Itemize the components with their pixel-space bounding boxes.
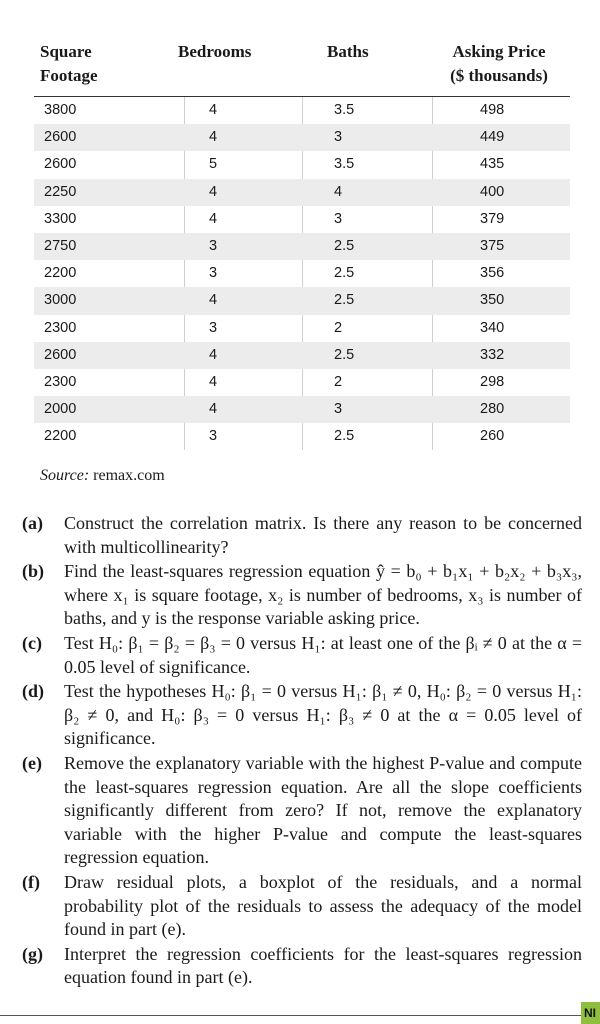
cell-bedrooms: 4 — [209, 102, 218, 118]
cell-square-footage: 2250 — [44, 183, 77, 200]
cell-square-footage: 2600 — [44, 346, 77, 363]
question-label: (a) — [22, 513, 43, 533]
cell-asking-price: 280 — [480, 401, 505, 418]
cell-baths: 3 — [334, 401, 343, 418]
cell-square-footage: 2200 — [44, 428, 77, 445]
cell-baths: 4 — [334, 183, 343, 200]
table-row — [34, 151, 570, 178]
table-row — [34, 97, 570, 124]
cell-baths: 3.5 — [334, 102, 355, 118]
cell-asking-price: 449 — [480, 129, 505, 146]
table-header — [34, 34, 570, 97]
cell-square-footage: 2200 — [44, 265, 77, 282]
table-row — [34, 369, 570, 396]
question-label: (e) — [22, 752, 42, 773]
table-source — [40, 466, 570, 486]
table-row — [34, 423, 570, 450]
cell-bedrooms: 3 — [209, 319, 218, 336]
question-label: (g) — [22, 943, 43, 964]
cell-asking-price: 340 — [480, 319, 505, 336]
table-row — [34, 233, 570, 260]
table-body — [34, 97, 570, 450]
table-row — [34, 179, 570, 206]
cell-square-footage: 3000 — [44, 292, 77, 309]
cell-asking-price: 350 — [480, 292, 505, 309]
cell-bedrooms: 4 — [209, 401, 218, 418]
cell-square-footage: 2600 — [44, 129, 77, 146]
question-label: (c) — [22, 632, 42, 653]
cell-square-footage: 2300 — [44, 319, 77, 336]
cell-square-footage: 3800 — [44, 102, 77, 118]
header-square-footage: Square Footage — [40, 42, 98, 85]
house-data-table — [34, 34, 570, 486]
table-row — [34, 124, 570, 151]
question-item — [22, 512, 582, 559]
cell-asking-price: 375 — [480, 237, 505, 254]
cell-square-footage: 2300 — [44, 373, 77, 390]
cell-bedrooms: 3 — [209, 237, 218, 254]
header-bedrooms: Bedrooms — [178, 42, 252, 61]
cell-baths: 2.5 — [334, 265, 355, 282]
cell-asking-price: 379 — [480, 210, 505, 227]
cell-bedrooms: 5 — [209, 156, 218, 173]
cell-bedrooms: 4 — [209, 346, 218, 363]
cell-asking-price: 435 — [480, 156, 505, 173]
question-text: Construct the correlation matrix. Is there any reason to be concerned with multicollinearity? — [64, 513, 582, 557]
corner-badge: NI — [581, 1002, 600, 1024]
question-item — [22, 752, 582, 870]
question-text: Test H₀: β₁ = β₂ = β₃ = 0 versus H₁: at least one of the βᵢ ≠ 0 at the α = 0.05 level of significance. — [64, 632, 582, 677]
cell-baths: 2.5 — [334, 292, 355, 309]
cell-asking-price: 498 — [480, 102, 505, 118]
cell-bedrooms: 4 — [209, 129, 218, 146]
cell-square-footage: 3300 — [44, 210, 77, 227]
question-item — [22, 871, 582, 942]
table-row — [34, 287, 570, 314]
question-text: Test the hypotheses H₀: β₁ = 0 versus H₁: β₁ ≠ 0, H₀: β₂ = 0 versus H₁: β₂ ≠ 0, and H₀: β₃ = 0 versus H₁: β₃ ≠ 0 at the α = 0.05 level of significance. — [64, 681, 582, 749]
cell-asking-price: 356 — [480, 265, 505, 282]
question-label: (d) — [22, 681, 44, 702]
question-text: Draw residual plots, a boxplot of the residuals, and a normal probability plot of the residuals to assess the adequacy of the model found in part (e). — [64, 871, 582, 940]
cell-baths: 3 — [334, 129, 343, 146]
cell-asking-price: 298 — [480, 373, 505, 390]
cell-bedrooms: 3 — [209, 428, 218, 445]
cell-asking-price: 260 — [480, 428, 505, 445]
cell-square-footage: 2750 — [44, 237, 77, 254]
question-item — [22, 632, 582, 679]
question-text: Remove the explanatory variable with the highest P-value and compute the least-squares regression equation. Are all the slope coefficients significantly different from zero? If not, remove the explanatory variable with the higher P-value and compute the least-squares regression equation. — [64, 752, 582, 868]
question-item — [22, 943, 582, 990]
cell-baths: 2.5 — [334, 428, 355, 445]
cell-bedrooms: 4 — [209, 292, 218, 309]
table-row — [34, 260, 570, 287]
table-row — [34, 315, 570, 342]
cell-bedrooms: 4 — [209, 183, 218, 200]
cell-baths: 2.5 — [334, 346, 355, 363]
question-label: (b) — [22, 561, 44, 582]
table-row — [34, 342, 570, 369]
cell-asking-price: 332 — [480, 346, 505, 363]
question-item — [22, 680, 582, 751]
cell-square-footage: 2600 — [44, 156, 77, 173]
cell-bedrooms: 4 — [209, 373, 218, 390]
question-text: Interpret the regression coefficients for the least-squares regression equation found in part (e). — [64, 943, 582, 988]
cell-baths: 3 — [334, 210, 343, 227]
cell-square-footage: 2000 — [44, 401, 77, 418]
cell-bedrooms: 3 — [209, 265, 218, 282]
header-asking-price: Asking Price ($ thousands) — [450, 42, 548, 85]
cell-baths: 2 — [334, 319, 343, 336]
cell-baths: 2.5 — [334, 237, 355, 254]
source-value: remax.com — [89, 467, 165, 485]
cell-baths: 3.5 — [334, 156, 355, 173]
question-item — [22, 560, 582, 631]
question-text: Find the least-squares regression equation ŷ = b₀ + b₁x₁ + b₂x₂ + b₃x₃, where x₁ is square footage, x₂ is number of bedrooms, x₃ is number of baths, and y is the response variable asking price. — [64, 561, 582, 629]
cell-baths: 2 — [334, 373, 343, 390]
question-label: (f) — [22, 871, 40, 892]
table-row — [34, 206, 570, 233]
exercise-questions — [22, 512, 582, 991]
source-label: Source: — [40, 467, 90, 485]
page-bottom-rule — [0, 1015, 600, 1016]
cell-asking-price: 400 — [480, 183, 505, 200]
table-row — [34, 396, 570, 423]
cell-bedrooms: 4 — [209, 210, 218, 227]
header-baths: Baths — [327, 42, 369, 61]
